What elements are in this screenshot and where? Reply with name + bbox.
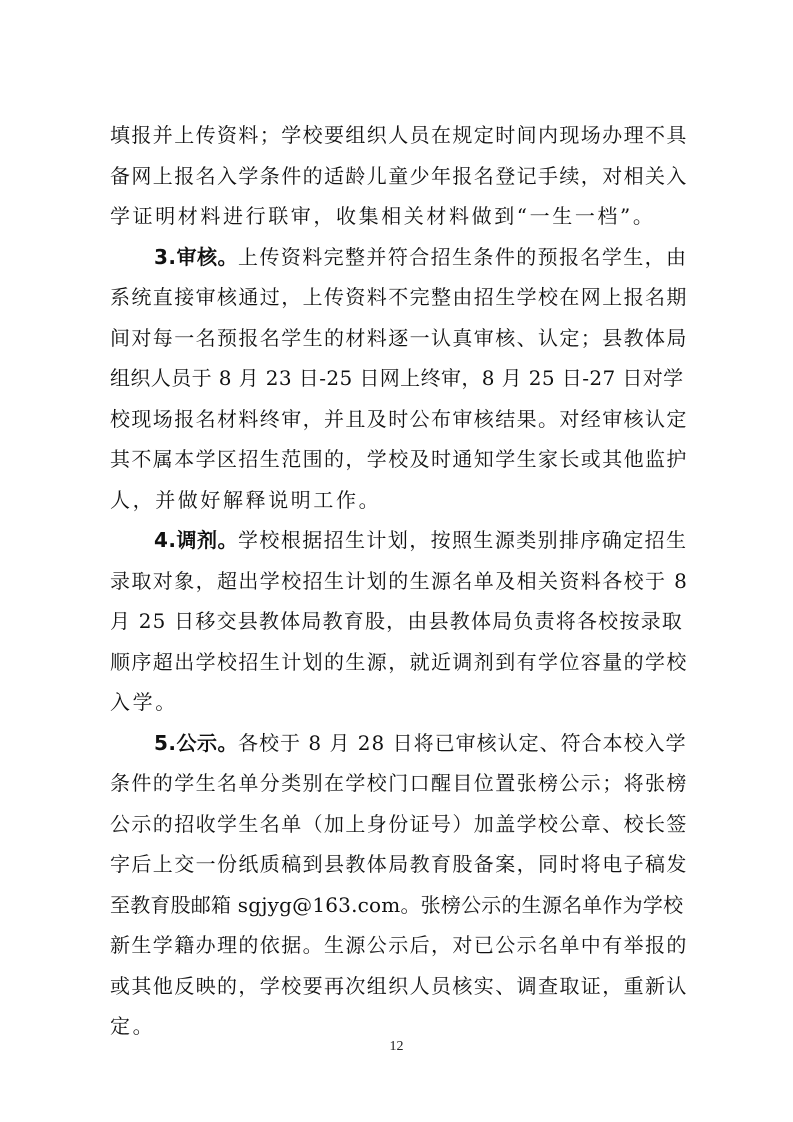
body-line [110,561,688,602]
line-text: 定。 [110,1014,156,1038]
section-line-review [110,237,688,278]
line-text: 校现场报名材料终审，并且及时公布审核结果。对经审核认定 [110,406,688,431]
body-line [110,925,688,966]
body-line [110,156,688,197]
section-heading-publicity: 5.公示。 [154,730,239,755]
line-text: 条件的学生名单分类别在学校门口醒目位置张榜公示；将张榜 [110,771,688,795]
body-line [110,439,688,480]
document-body [110,115,688,1047]
body-line [110,480,688,521]
line-text: 间对每一名预报名学生的材料逐一认真审核、认定；县教体局 [110,325,688,350]
line-text: 组织人员于 8 月 23 日-25 日网上终审，8 月 25 日-27 日对学 [110,366,684,390]
body-line [110,115,688,156]
line-text: 顺序超出学校招生计划的生源，就近调剂到有学位容量的学校 [110,649,688,674]
page-number: 12 [389,1039,404,1054]
line-text: 各校于 8 月 28 日将已审核认定、符合本校入学 [238,730,687,755]
section-line-publicity [110,723,688,764]
line-text: 填报并上传资料；学校要组织人员在规定时间内现场办理不具 [110,123,688,147]
body-line [110,844,688,885]
line-text: 人，并做好解释说明工作。 [110,487,382,512]
line-text: 字后上交一份纸质稿到县教体局教育股备案，同时将电子稿发 [110,852,688,876]
line-text: 入学。 [110,690,178,714]
line-text: 其不属本学区招生范围的，学校及时通知学生家长或其他监护 [110,447,688,471]
line-text: 备网上报名入学条件的适龄儿童少年报名登记手续，对相关入 [110,163,688,188]
body-line [110,966,688,1007]
line-text: 公示的招收学生名单（加上身份证号）加盖学校公章、校长签 [110,811,688,836]
body-line [110,601,688,642]
line-text: 系统直接审核通过，上传资料不完整由招生学校在网上报名期 [110,285,688,309]
body-line [110,399,688,440]
body-line [110,682,688,723]
body-line [110,642,688,683]
body-line [110,358,688,399]
body-line [110,318,688,359]
body-line [110,804,688,845]
section-heading-adjustment: 4.调剂。 [154,528,239,552]
body-line [110,196,688,237]
section-line-adjustment [110,520,688,561]
body-line [110,885,688,926]
line-text: 月 25 日移交县教体局教育股，由县教体局负责将各校按录取 [110,609,683,633]
line-text: 录取对象，超出学校招生计划的生源名单及相关资料各校于 8 [110,568,689,593]
line-text: 学校根据招生计划，按照生源类别排序确定招生 [238,528,688,552]
section-heading-review: 3.审核。 [154,244,239,269]
body-line [110,277,688,318]
body-line [110,763,688,804]
line-text: 新生学籍办理的依据。生源公示后，对已公示名单中有举报的 [110,933,688,957]
line-text: 上传资料完整并符合招生条件的预报名学生，由 [238,244,688,269]
line-text: 至教育股邮箱 sgjyg@163.com。张榜公示的生源名单作为学校 [110,892,684,917]
line-text: 或其他反映的，学校要再次组织人员核实、调查取证，重新认 [110,973,688,998]
line-text: 学证明材料进行联审，收集相关材料做到“一生一档”。 [110,204,656,228]
